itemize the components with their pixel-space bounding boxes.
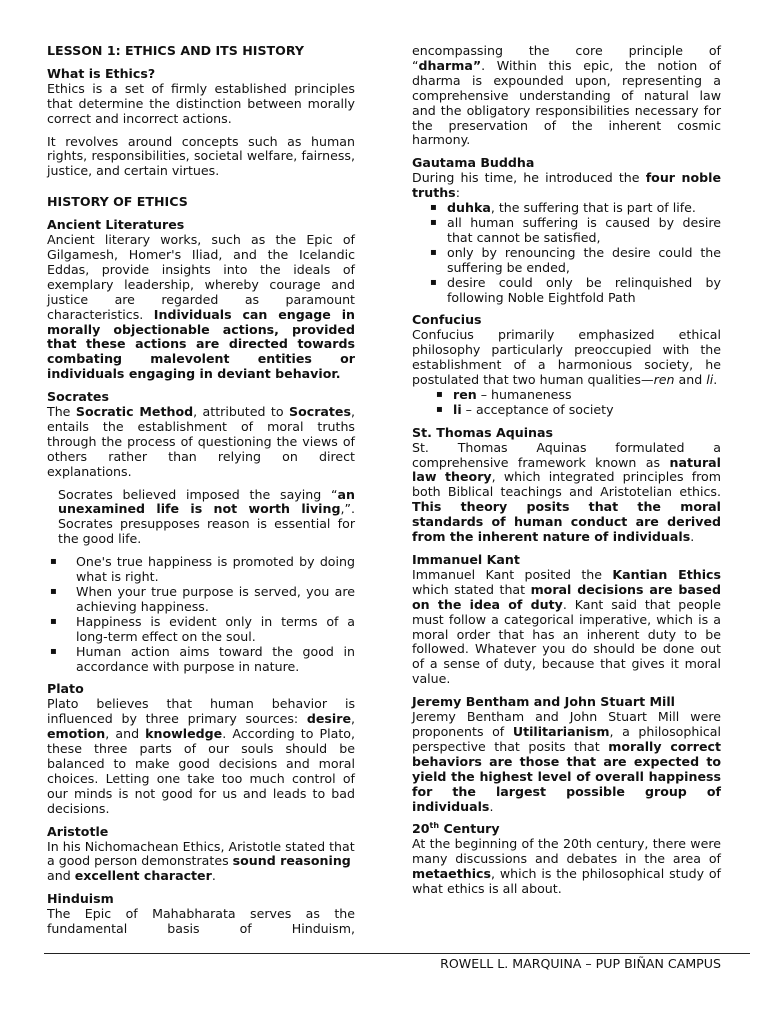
confucius-qualities-list bbox=[412, 388, 721, 418]
socrates-bullet-list bbox=[47, 555, 355, 674]
what-is-ethics-paragraph-1: Ethics is a set of firmly established principles that determine the distinction between morally correct and incorrect actions. bbox=[47, 80, 355, 126]
left-column bbox=[47, 44, 355, 937]
socrates-heading: Socrates bbox=[47, 389, 109, 405]
list-item: ▪ ren – humaneness bbox=[412, 388, 721, 403]
history-heading: HISTORY OF ETHICS bbox=[47, 194, 188, 210]
ancient-literatures-heading: Ancient Literatures bbox=[47, 217, 185, 233]
list-item: ▪ When your true purpose is served, you are achieving happiness. bbox=[47, 585, 355, 615]
kant-heading: Immanuel Kant bbox=[412, 552, 520, 567]
bentham-mill-heading: Jeremy Bentham and John Stuart Mill bbox=[412, 694, 675, 710]
footer-divider bbox=[44, 953, 750, 954]
list-item: ▪ only by renouncing the desire could the suffering be ended, bbox=[412, 246, 721, 276]
gautama-buddha-heading: Gautama Buddha bbox=[412, 155, 535, 171]
hinduism-paragraph-start: The Epic of Mahabharata serves as the bbox=[47, 907, 355, 922]
hinduism-paragraph-continued: encompassing the core principle of “dharma”. Within this epic, the notion of dharma is expounded upon, representing a comprehensive understanding of natural law and the obligatory responsibilities necessary for the preservation of the inherent cosmic harmony. bbox=[412, 43, 721, 148]
socrates-quote-paragraph: Socrates believed imposed the saying “an unexamined life is not worth living,”. Socrates presupposes reason is essential for the good life. bbox=[58, 486, 355, 547]
aristotle-heading: Aristotle bbox=[47, 823, 109, 839]
what-is-ethics-heading: What is Ethics? bbox=[47, 65, 156, 81]
bentham-mill-paragraph: Jeremy Bentham and John Stuart Mill were proponents of Utilitarianism, a philosophical perspective that posits that morally correct behaviors are those that are expected to yield the highest level of overall happiness for the largest possible group of individuals. bbox=[412, 709, 721, 814]
right-column bbox=[412, 44, 721, 897]
list-item: ▪ desire could only be relinquished by following Noble Eightfold Path bbox=[412, 276, 721, 306]
list-item: ▪ One's true happiness is promoted by doing what is right. bbox=[47, 555, 355, 585]
socrates-paragraph: The Socratic Method, attributed to Socrates, entails the establishment of moral truths through the process of questioning the views of others rather than relying on direct explanations. bbox=[47, 404, 355, 479]
list-item: ▪ Happiness is evident only in terms of a long-term effect on the soul. bbox=[47, 615, 355, 645]
footer-author: ROWELL L. MARQUINA – PUP BIÑAN CAMPUS bbox=[440, 956, 721, 971]
twentieth-century-heading: 20th Century bbox=[412, 821, 500, 837]
noble-truths-list bbox=[412, 201, 721, 305]
list-item: ▪ duhka, the suffering that is part of life. bbox=[412, 201, 721, 216]
aquinas-heading: St. Thomas Aquinas bbox=[412, 424, 553, 440]
list-item: ▪ li – acceptance of society bbox=[412, 403, 721, 418]
aquinas-paragraph: St. Thomas Aquinas formulated a comprehensive framework known as natural law theory, which integrated principles from both Biblical teachings and Aristotelian ethics. This theory posits that the moral standards of human conduct are derived from the inherent nature of individuals. bbox=[412, 439, 721, 545]
hinduism-paragraph-start-2: fundamental basis of Hinduism, bbox=[47, 921, 355, 937]
hinduism-heading: Hinduism bbox=[47, 891, 114, 907]
lesson-title: LESSON 1: ETHICS AND ITS HISTORY bbox=[47, 43, 304, 58]
plato-paragraph: Plato believes that human behavior is influenced by three primary sources: desire, emotion, and knowledge. According to Plato, these three parts of our souls should be balanced to make good decisions and moral choices. Letting one take too much control of our minds is not good for us and leads to bad decisions. bbox=[47, 696, 355, 816]
list-item: ▪ all human suffering is caused by desire that cannot be satisfied, bbox=[412, 216, 721, 246]
what-is-ethics-paragraph-2: It revolves around concepts such as human rights, responsibilities, societal welfare, fairness, justice, and certain virtues. bbox=[47, 133, 355, 179]
ancient-literatures-paragraph: Ancient literary works, such as the Epic of Gilgamesh, Homer's Iliad, and the Icelandic Eddas, provide insights into the ideals of exemplary leadership, whereby courage and justice are regarded as paramount characteristics. Individuals can engage in morally objectionable actions, provided that these actions are directed towards combating malevolent entities or individuals engaging in deviant behavior. bbox=[47, 232, 355, 382]
plato-heading: Plato bbox=[47, 681, 84, 697]
aristotle-paragraph: In his Nichomachean Ethics, Aristotle stated that a good person demonstrates sound reasoning and excellent character. bbox=[47, 838, 355, 884]
kant-paragraph: Immanuel Kant posited the Kantian Ethics which stated that moral decisions are based on the idea of duty. Kant said that people must follow a categorical imperative, which is a moral order that has an inherent duty to be followed. Whatever you do should be done out of a sense of duty, because that gives it moral value. bbox=[412, 566, 721, 687]
list-item: ▪ Human action aims toward the good in accordance with purpose in nature. bbox=[47, 645, 355, 675]
confucius-heading: Confucius bbox=[412, 312, 482, 328]
twentieth-century-paragraph: At the beginning of the 20th century, there were many discussions and debates in the area of metaethics, which is the philosophical study of what ethics is all about. bbox=[412, 836, 721, 897]
confucius-paragraph: Confucius primarily emphasized ethical philosophy particularly preoccupied with the establishment of a harmonious society, he postulated that two human qualities—ren and li. bbox=[412, 327, 721, 388]
buddha-paragraph: During his time, he introduced the four noble truths: bbox=[412, 170, 721, 201]
